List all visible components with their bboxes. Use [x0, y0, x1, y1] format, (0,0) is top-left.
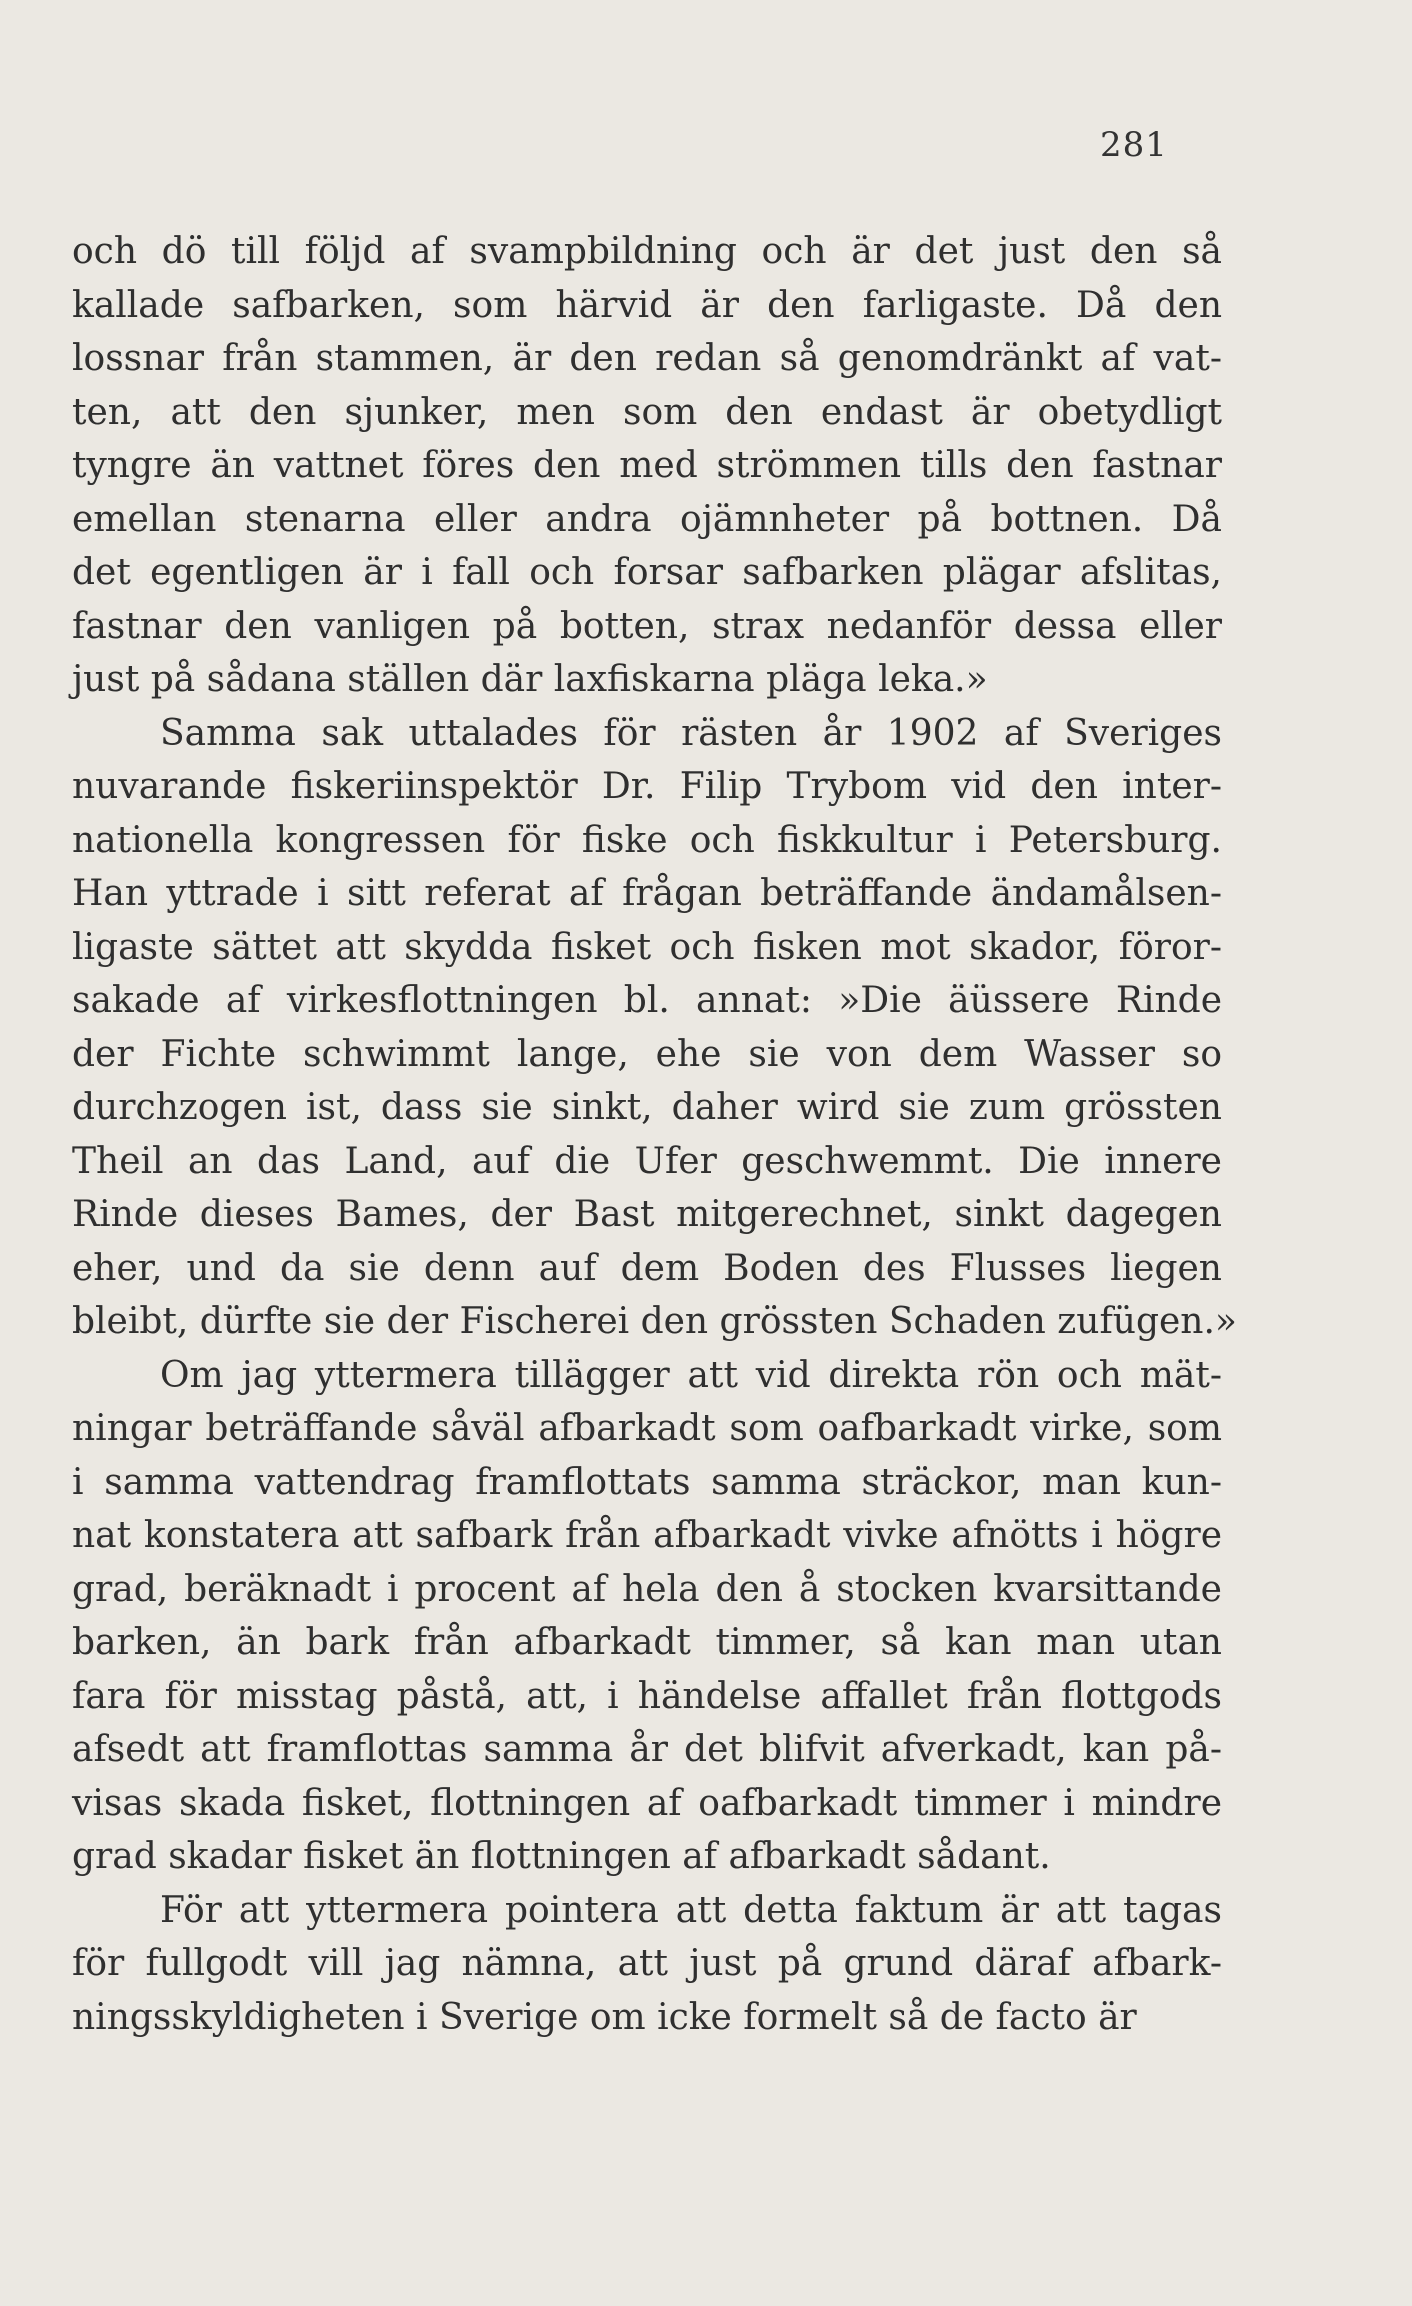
text-line: För att yttermera pointera att detta faktum är att tagas [160, 1889, 1222, 1931]
text-line: grad skadar fisket än flottningen af afbarkadt sådant. [72, 1836, 1051, 1877]
text-line: nat konstatera att safbark från afbarkadt vivke afnötts i högre [72, 1515, 1222, 1556]
text-line: emellan stenarna eller andra ojämnheter på bottnen. Då [72, 498, 1222, 540]
text-line: fastnar den vanligen på botten, strax nedanför dessa eller [72, 605, 1222, 647]
text-line: det egentligen är i fall och forsar safbarken plägar afslitas, [72, 552, 1222, 593]
text-line: ten, att den sjunker, men som den endast är obetydligt [72, 391, 1222, 433]
text-line: barken, än bark från afbarkadt timmer, så kan man utan [72, 1622, 1222, 1663]
text-line: sakade af virkesflottningen bl. annat: »Die äüssere Rinde [72, 980, 1222, 1021]
text-line: tyngre än vattnet föres den med strömmen tills den fastnar [72, 445, 1222, 486]
text-line: just på sådana ställen där laxfiskarna pläga leka.» [72, 659, 988, 700]
body-text [72, 225, 1237, 2044]
text-line: nuvarande fiskeriinspektör Dr. Filip Trybom vid den inter- [72, 766, 1222, 807]
paragraph [72, 1884, 1222, 2045]
text-line: i samma vattendrag framflottats samma sträckor, man kun- [72, 1461, 1222, 1503]
text-line: nationella kongressen för fiske och fiskkultur i Petersburg. [72, 819, 1222, 861]
text-line: för fullgodt vill jag nämna, att just på grund däraf afbark- [72, 1943, 1222, 1984]
text-line: afsedt att framflottas samma år det blifvit afverkadt, kan på- [72, 1729, 1222, 1770]
text-line: durchzogen ist, dass sie sinkt, daher wird sie zum grössten [72, 1087, 1222, 1128]
text-line: Theil an das Land, auf die Ufer geschwemmt. Die innere [72, 1140, 1222, 1182]
text-line: ningsskyldigheten i Sverige om icke formelt så de facto är [72, 1996, 1137, 2038]
paragraph [72, 225, 1222, 707]
text-line: der Fichte schwimmt lange, ehe sie von dem Wasser so [72, 1033, 1222, 1075]
text-line: bleibt, dürfte sie der Fischerei den grössten Schaden zufügen.» [72, 1301, 1237, 1342]
paragraph [72, 707, 1237, 1349]
text-line: fara för misstag påstå, att, i händelse affallet från flottgods [72, 1675, 1222, 1717]
text-line: Samma sak uttalades för rästen år 1902 af Sveriges [160, 712, 1222, 754]
text-line: ningar beträffande såväl afbarkadt som oafbarkadt virke, som [72, 1408, 1222, 1449]
text-line: kallade safbarken, som härvid är den farligaste. Då den [72, 284, 1222, 326]
text-line: lossnar från stammen, är den redan så genomdränkt af vat- [72, 338, 1222, 379]
text-line: och dö till följd af svampbildning och är det just den så [72, 231, 1222, 272]
text-line: Rinde dieses Bames, der Bast mitgerechnet, sinkt dagegen [72, 1194, 1222, 1235]
text-line: eher, und da sie denn auf dem Boden des Flusses liegen [72, 1247, 1222, 1289]
text-line: Han yttrade i sitt referat af frågan beträffande ändamålsen- [72, 873, 1222, 914]
text-line: ligaste sättet att skydda fisket och fisken mot skador, föror- [72, 926, 1222, 968]
text-line: visas skada fisket, flottningen af oafbarkadt timmer i mindre [72, 1782, 1222, 1824]
page-number: 281 [1100, 125, 1168, 165]
paragraph [72, 1349, 1222, 1884]
text-line: Om jag yttermera tillägger att vid direkta rön och mät- [160, 1354, 1222, 1396]
text-line: grad, beräknadt i procent af hela den å stocken kvarsittande [72, 1568, 1222, 1610]
